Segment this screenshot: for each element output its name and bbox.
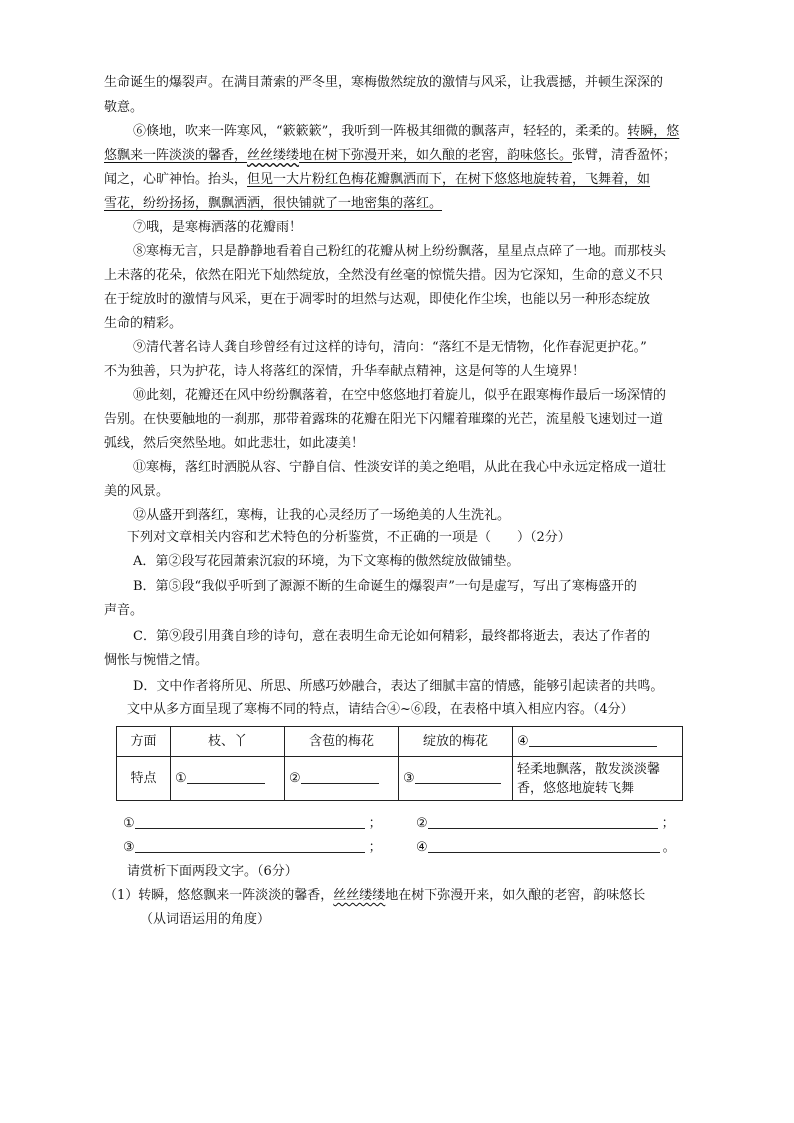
option-b: B．第⑤段“我似乎听到了源源不断的生命诞生的爆裂声”一句是虚写，写出了寒梅盛开的 [133,579,637,594]
paragraph-line: 生命的精彩。 [104,316,183,331]
answer-line-3[interactable]: ③ ； [123,840,382,855]
table-cell: 特点 [117,757,171,801]
paragraph-line: 上未落的花朵，依然在阳光下灿然绽放，全然没有丝毫的惊慌失措。因为它深知，生命的意义不只 [104,268,664,283]
option-a: A．第②段写花园萧索沉寂的环境，为下文寒梅的傲然绽放做铺垫。 [133,554,520,569]
paragraph-line: 美的风景。 [104,484,170,499]
table-row [117,757,683,801]
table-cell: 轻柔地飘落，散发淡淡馨香，悠悠地旋转飞舞 [513,757,683,801]
option-b-cont: 声音。 [104,603,144,618]
answer-line-2[interactable]: ② ； [416,816,675,831]
paragraph-line: 弧线，然后突然坠地。如此悲壮，如此凄美！ [104,436,365,451]
table-cell: 含苞的梅花 [285,727,399,757]
features-table [116,726,683,801]
paragraph-6-line-3: 闻之，心旷神怡。抬头，但见一大片粉红色梅花瓣飘洒而下，在树下悠悠地旋转着，飞舞着，如 [104,172,651,187]
table-cell-blank-4[interactable]: ④ [513,727,683,757]
paragraph-line: 生命诞生的爆裂声。在满目萧索的严冬里，寒梅傲然绽放的激情与风采，让我震撼，并顿生深深的 [104,75,664,90]
table-cell-blank-2[interactable]: ② [285,757,399,801]
paragraph-line: 在于绽放时的激情与风采，更在于凋零时的坦然与达观，即使化作尘埃，也能以另一种形态绽放 [104,292,651,307]
paragraph-12: ⑫从盛开到落红，寒梅，让我的心灵经历了一场绝美的人生洗礼。 [133,508,511,523]
answer-line-1[interactable]: ① ； [123,816,382,831]
paragraph-line: 告别。在快要触地的一刹那，那带着露珠的花瓣在阳光下闪耀着璀璨的光芒，流星般飞速划过一道 [104,412,664,427]
paragraph-line: ⑪寒梅，落红时洒脱从容、宁静自信、性淡安详的美之绝唱，从此在我心中永远定格成一道壮 [133,460,667,475]
paragraph-6-line-4: 雪花，纷纷扬扬，飘飘洒洒，很快铺就了一地密集的落红。 [104,196,443,211]
paragraph-6-line-2: 悠飘来一阵淡淡的馨香，丝丝缕缕地在树下弥漫开来，如久酿的老窖，韵味悠长。张臂，清香盈怀； [104,148,677,163]
paragraph-line: 不为独善，只为护花，诗人将落红的深情，升华奉献点精神，这是何等的人生境界！ [104,364,586,379]
question-3-1-hint: （从词语运用的角度） [140,912,271,927]
question-2-stem: 文中从多方面呈现了寒梅不同的特点，请结合④~⑥段，在表格中填入相应内容。（4分） [127,702,634,717]
answer-line-4[interactable]: ④ 。 [416,840,676,855]
table-cell: 方面 [117,727,171,757]
paragraph-line: ⑨清代著名诗人龚自珍曾经有过这样的诗句，清向：“落红不是无情物，化作春泥更护花。” [133,340,647,355]
paragraph-line: 敬意。 [104,100,144,115]
paragraph-line: ⑩此刻，花瓣还在风中纷纷飘落着，在空中悠悠地打着旋儿，似乎在跟寒梅作最后一场深情的 [133,388,667,403]
paragraph-6-line-1: ⑥倏地，吹来一阵寒风，“簌簌簌”，我听到一阵极其细微的飘落声，轻轻的，柔柔的。转瞬，悠 [133,124,680,139]
table-cell: 枝、丫 [171,727,285,757]
paragraph-line: ⑧寒梅无言，只是静静地看着自己粉红的花瓣从树上纷纷飘落，星星点点碎了一地。而那枝头 [133,244,667,259]
table-cell-blank-3[interactable]: ③ [399,757,513,801]
option-c: C．第⑨段引用龚自珍的诗句，意在表明生命无论如何精彩，最终都将逝去，表达了作者的 [133,629,650,644]
table-header-row [117,727,683,757]
paragraph-7: ⑦哦，是寒梅洒落的花瓣雨！ [133,220,303,235]
option-d: D．文中作者将所见、所思、所感巧妙融合，表达了细腻丰富的情感，能够引起读者的共鸣。 [133,679,664,694]
question-3-stem: 请赏析下面两段文字。（6分） [127,864,298,879]
table-cell: 绽放的梅花 [399,727,513,757]
question-3-1: （1）转瞬，悠悠飘来一阵淡淡的馨香，丝丝缕缕地在树下弥漫开来，如久酿的老窖，韵味悠长 [104,888,646,903]
table-cell-blank-1[interactable]: ① [171,757,285,801]
option-c-cont: 惆怅与惋惜之情。 [104,653,209,668]
question-1-stem: 下列对文章相关内容和艺术特色的分析鉴赏，不正确的一项是（ ）（2分） [127,530,571,545]
